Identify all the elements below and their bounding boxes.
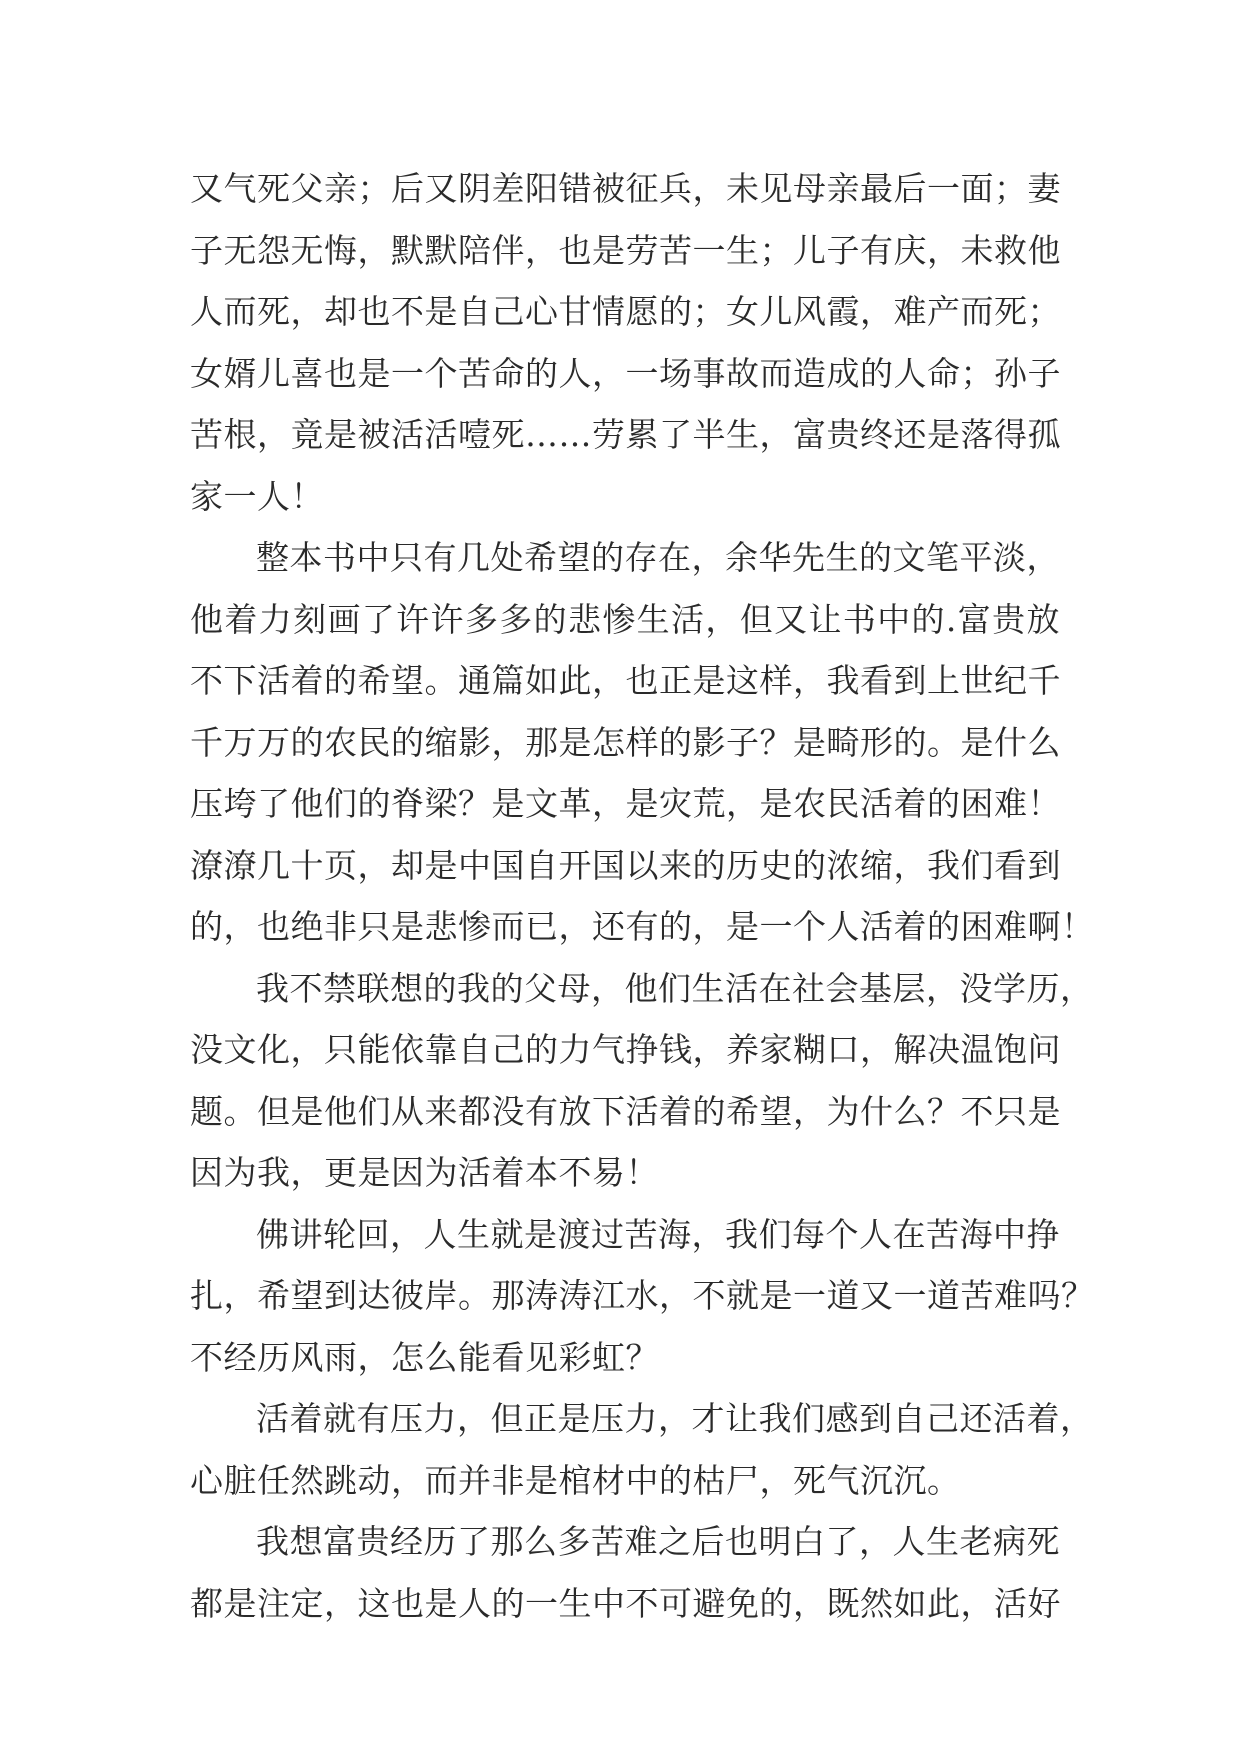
text-line: 没文化，只能依靠自己的力气挣钱，养家糊口，解决温饱问 <box>190 1030 1061 1069</box>
text-line: 活着就有压力，但正是压力，才让我们感到自己还活着， <box>256 1399 1094 1438</box>
text-line: 因为我，更是因为活着本不易！ <box>190 1153 659 1192</box>
text-line: 题。但是他们从来都没有放下活着的希望，为什么？不只是 <box>190 1091 1061 1131</box>
text-line: 他着力刻画了许许多多的悲惨生活，但又让书中的.富贵放 <box>190 599 1060 639</box>
text-line: 千万万的农民的缩影，那是怎样的影子？是畸形的。是什么 <box>190 722 1061 762</box>
text-line: 的，也绝非只是悲惨而已，还有的，是一个人活着的困难啊！ <box>190 907 1095 946</box>
text-line: 子无怨无悔，默默陪伴，也是劳苦一生；儿子有庆，未救他 <box>190 230 1061 270</box>
text-line: 都是注定，这也是人的一生中不可避免的，既然如此，活好 <box>190 1583 1061 1623</box>
text-line: 人而死，却也不是自己心甘情愿的；女儿风霞，难产而死； <box>190 292 1061 331</box>
text-line: 扎，希望到达彼岸。那涛涛江水，不就是一道又一道苦难吗？ <box>190 1276 1095 1315</box>
text-line: 整本书中只有几处希望的存在，余华先生的文笔平淡， <box>256 538 1060 577</box>
text-line: 苦根，竟是被活活噎死……劳累了半生，富贵终还是落得孤 <box>190 415 1061 454</box>
text-line: 不下活着的希望。通篇如此，也正是这样，我看到上世纪千 <box>190 661 1061 700</box>
text-line: 我想富贵经历了那么多苦难之后也明白了，人生老病死 <box>256 1522 1060 1561</box>
text-line: 心脏任然跳动，而并非是棺材中的枯尸，死气沉沉。 <box>190 1460 961 1500</box>
text-line: 又气死父亲；后又阴差阳错被征兵，未见母亲最后一面；妻 <box>190 169 1061 208</box>
text-line: 家一人！ <box>190 476 324 516</box>
text-line: 不经历风雨，怎么能看见彩虹？ <box>190 1337 659 1377</box>
text-line: 佛讲轮回，人生就是渡过苦海，我们每个人在苦海中挣 <box>256 1214 1060 1254</box>
text-line: 我不禁联想的我的父母，他们生活在社会基层，没学历， <box>256 968 1094 1008</box>
text-line: 潦潦几十页，却是中国自开国以来的历史的浓缩，我们看到 <box>190 845 1061 885</box>
document-body <box>190 158 1095 1634</box>
text-line: 女婿儿喜也是一个苦命的人，一场事故而造成的人命；孙子 <box>190 353 1061 393</box>
text-line: 压垮了他们的脊梁？是文革，是灾荒，是农民活着的困难！ <box>190 784 1061 823</box>
